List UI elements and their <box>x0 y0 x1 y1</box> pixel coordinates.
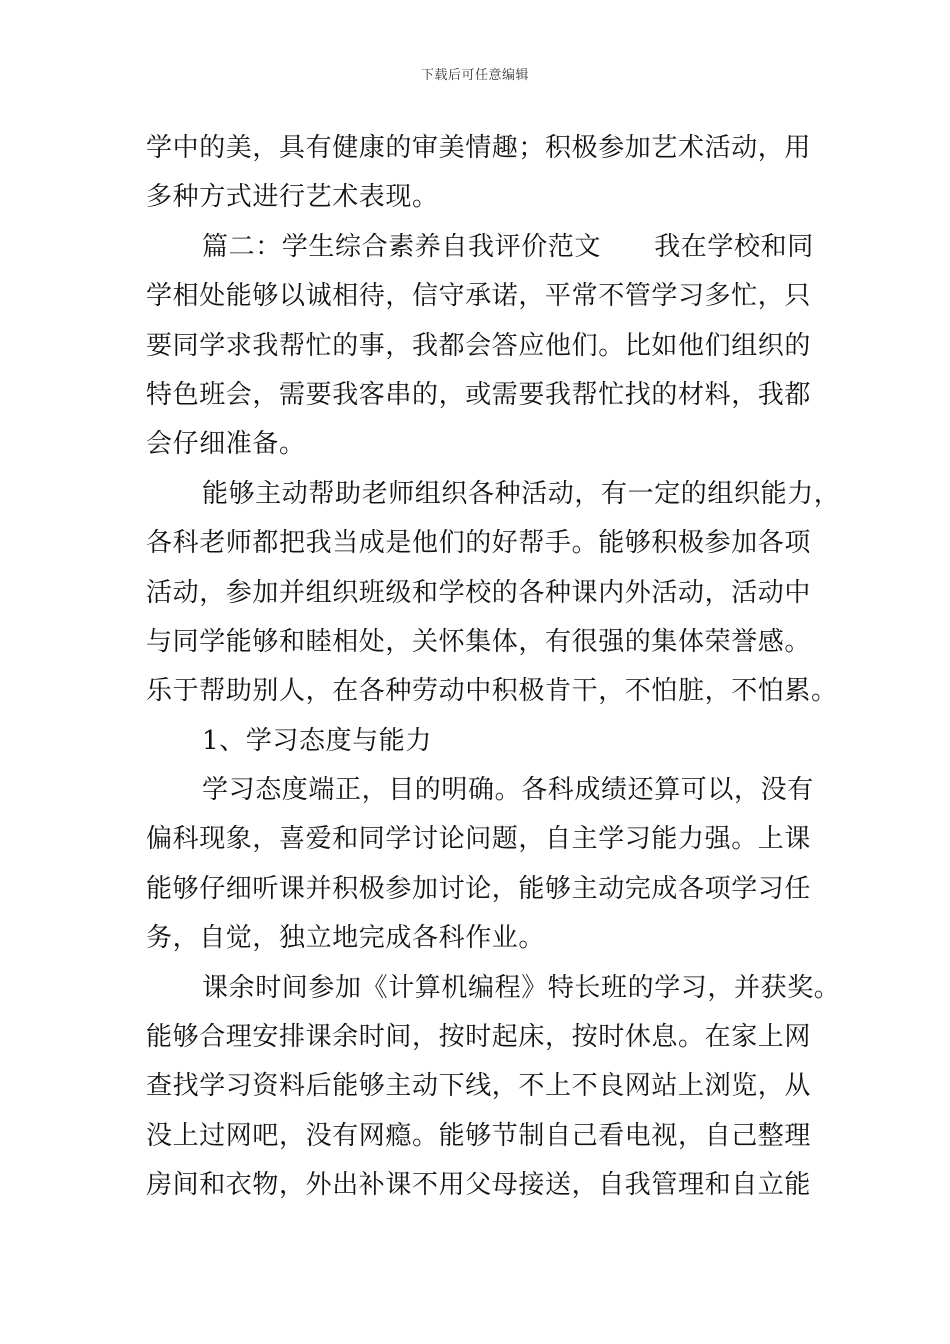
section-heading-line: 篇二：学生综合素养自我评价范文 我在学校和同 <box>202 231 814 262</box>
text-line: 乐于帮助别人，在各种劳动中积极肯干，不怕脏，不怕累。 <box>146 676 838 707</box>
text-line: 能够仔细听课并积极参加讨论，能够主动完成各项学习任 <box>146 873 812 904</box>
text-line: 活动，参加并组织班级和学校的各种课内外活动，活动中 <box>146 577 812 608</box>
text-line: 会仔细准备。 <box>146 429 306 460</box>
text-line: 没上过网吧，没有网瘾。能够节制自己看电视，自己整理 <box>146 1120 812 1151</box>
text-line: 学中的美，具有健康的审美情趣；积极参加艺术活动，用 <box>146 133 812 163</box>
page-header: 下载后可任意编辑 <box>420 68 529 83</box>
text-line: 查找学习资料后能够主动下线，不上不良网站上浏览，从 <box>146 1071 812 1102</box>
text-line: 学相处能够以诚相待，信守承诺，平常不管学习多忙，只 <box>146 281 812 312</box>
text-line: 能够合理安排课余时间，按时起床，按时休息。在家上网 <box>146 1022 812 1053</box>
paragraph-start-line: 能够主动帮助老师组织各种活动，有一定的组织能力， <box>202 478 841 509</box>
text-line: 偏科现象，喜爱和同学讨论问题，自主学习能力强。上课 <box>146 824 812 855</box>
paragraph-start-line: 学习态度端正，目的明确。各科成绩还算可以，没有 <box>202 775 814 806</box>
text-line: 与同学能够和睦相处，关怀集体，有很强的集体荣誉感。 <box>146 626 812 657</box>
subheading-line: 1、学习态度与能力 <box>202 725 432 756</box>
text-line: 特色班会，需要我客串的，或需要我帮忙找的材料，我都 <box>146 379 812 410</box>
text-line: 多种方式进行艺术表现。 <box>146 182 439 213</box>
paragraph-start-line: 课余时间参加《计算机编程》特长班的学习，并获奖。 <box>202 972 841 1003</box>
text-line: 务，自觉，独立地完成各科作业。 <box>146 923 546 954</box>
text-line: 房间和衣物，外出补课不用父母接送，自我管理和自立能 <box>146 1170 812 1201</box>
text-line: 各科老师都把我当成是他们的好帮手。能够积极参加各项 <box>146 528 812 559</box>
document-body <box>146 124 841 1211</box>
text-line: 要同学求我帮忙的事，我都会答应他们。比如他们组织的 <box>146 330 812 361</box>
